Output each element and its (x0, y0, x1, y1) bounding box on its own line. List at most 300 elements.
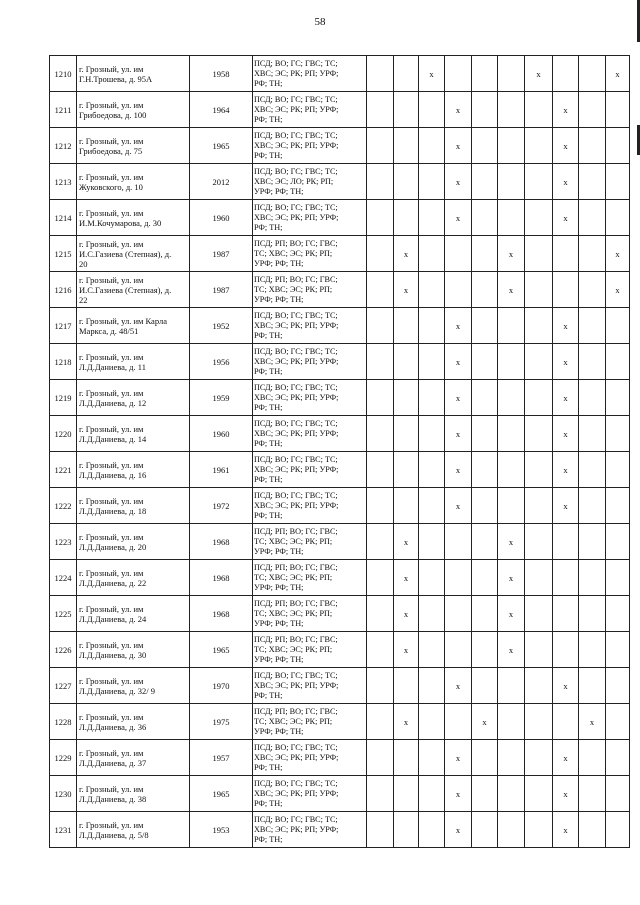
mark-cell-checked: x (553, 164, 579, 200)
build-year: 1952 (190, 308, 253, 344)
address-line: г. Грозный, ул. им (79, 711, 144, 722)
mark-cell (606, 524, 630, 560)
services-line: ПСД; РП; ВО; ГС; ГВС; (254, 562, 338, 572)
mark-cell (579, 128, 606, 164)
mark-cell (579, 380, 606, 416)
mark-cell (525, 308, 553, 344)
mark-cell (606, 164, 630, 200)
address-line: 22 (79, 294, 88, 305)
build-year: 2012 (190, 164, 253, 200)
services-line: ТС; ХВС; ЭС; РК; РП; (254, 644, 333, 654)
mark-cell (419, 776, 445, 812)
mark-cell (419, 92, 445, 128)
mark-cell (394, 740, 419, 776)
services-line: ПСД; ВО; ГС; ГВС; ТС; (254, 778, 338, 788)
services-line: ПСД; ВО; ГС; ГВС; ТС; (254, 94, 338, 104)
mark-cell (525, 632, 553, 668)
mark-cell (394, 344, 419, 380)
address-cell (77, 308, 190, 344)
mark-cell (445, 524, 472, 560)
mark-cell-checked: x (498, 272, 525, 308)
services-line: ТС; ХВС; ЭС; РК; РП; (254, 608, 333, 618)
services-line: ТС; ХВС; ЭС; РК; РП; (254, 284, 333, 294)
address-line: г. Грозный, ул. им (79, 135, 144, 146)
mark-cell-checked: x (579, 704, 606, 740)
services-line: ХВС; ЭС; РК; РП; УРФ; (254, 140, 339, 150)
services-line: ТС; ХВС; ЭС; РК; РП; (254, 716, 333, 726)
mark-cell (367, 272, 394, 308)
services-line: РФ; ТН; (254, 834, 283, 844)
build-year: 1975 (190, 704, 253, 740)
mark-cell (553, 272, 579, 308)
services-cell (253, 812, 367, 848)
row-number: 1213 (50, 164, 77, 200)
mark-cell (472, 524, 498, 560)
address-line: г. Грозный, ул. им (79, 351, 144, 362)
address-cell (77, 524, 190, 560)
row-number: 1229 (50, 740, 77, 776)
services-line: ПСД; ВО; ГС; ГВС; ТС; (254, 346, 338, 356)
table-row (50, 92, 630, 128)
services-line: ПСД; РП; ВО; ГС; ГВС; (254, 238, 338, 248)
address-line: г. Грозный, ул. им (79, 238, 144, 249)
services-cell (253, 596, 367, 632)
services-cell (253, 200, 367, 236)
address-cell (77, 128, 190, 164)
table-row (50, 344, 630, 380)
mark-cell (579, 452, 606, 488)
services-cell (253, 632, 367, 668)
services-line: ХВС; ЭС; РК; РП; УРФ; (254, 104, 339, 114)
mark-cell (367, 668, 394, 704)
mark-cell-checked: x (445, 308, 472, 344)
mark-cell (472, 596, 498, 632)
mark-cell (394, 128, 419, 164)
mark-cell (553, 236, 579, 272)
address-cell (77, 164, 190, 200)
table-row (50, 56, 630, 92)
address-line: Г.Н.Трошева, д. 95А (79, 73, 153, 84)
mark-cell (472, 632, 498, 668)
address-cell (77, 632, 190, 668)
services-line: РФ; ТН; (254, 798, 283, 808)
mark-cell (419, 308, 445, 344)
mark-cell (394, 200, 419, 236)
mark-cell-checked: x (445, 416, 472, 452)
build-year: 1968 (190, 596, 253, 632)
mark-cell (394, 164, 419, 200)
address-line: г. Грозный, ул. им (79, 459, 144, 470)
address-line: Л.Д.Даниева, д. 11 (79, 361, 146, 372)
table-row (50, 488, 630, 524)
services-cell (253, 524, 367, 560)
services-cell (253, 416, 367, 452)
address-line: Л.Д.Даниева, д. 14 (79, 433, 147, 444)
address-line: г. Грозный, ул. им (79, 603, 144, 614)
housing-registry-table (49, 55, 630, 848)
mark-cell-checked: x (445, 344, 472, 380)
mark-cell (579, 236, 606, 272)
mark-cell (553, 560, 579, 596)
mark-cell (445, 704, 472, 740)
mark-cell (606, 128, 630, 164)
mark-cell-checked: x (553, 812, 579, 848)
mark-cell (472, 56, 498, 92)
services-line: РФ; ТН; (254, 438, 283, 448)
row-number: 1225 (50, 596, 77, 632)
mark-cell (419, 344, 445, 380)
address-line: Л.Д.Даниева, д. 38 (79, 793, 147, 804)
services-cell (253, 380, 367, 416)
address-line: Грибоедова, д. 100 (79, 109, 147, 120)
mark-cell (419, 272, 445, 308)
row-number: 1228 (50, 704, 77, 740)
mark-cell (472, 668, 498, 704)
mark-cell (367, 56, 394, 92)
mark-cell (419, 704, 445, 740)
services-line: ТС; ХВС; ЭС; РК; РП; (254, 572, 333, 582)
services-line: ПСД; ВО; ГС; ГВС; ТС; (254, 166, 338, 176)
row-number: 1222 (50, 488, 77, 524)
mark-cell (606, 632, 630, 668)
mark-cell (367, 164, 394, 200)
address-line: г. Грозный, ул. им (79, 207, 144, 218)
mark-cell-checked: x (553, 740, 579, 776)
mark-cell (394, 92, 419, 128)
mark-cell (472, 236, 498, 272)
mark-cell-checked: x (498, 596, 525, 632)
mark-cell-checked: x (394, 704, 419, 740)
row-number: 1211 (50, 92, 77, 128)
build-year: 1987 (190, 236, 253, 272)
services-line: ПСД; ВО; ГС; ГВС; ТС; (254, 490, 338, 500)
address-line: Л.Д.Даниева, д. 20 (79, 541, 147, 552)
mark-cell (525, 380, 553, 416)
mark-cell (419, 236, 445, 272)
mark-cell (525, 452, 553, 488)
mark-cell (367, 452, 394, 488)
mark-cell (498, 704, 525, 740)
mark-cell (394, 668, 419, 704)
mark-cell (525, 524, 553, 560)
address-cell (77, 596, 190, 632)
mark-cell-checked: x (472, 704, 498, 740)
address-line: г. Грозный, ул. им (79, 63, 144, 74)
mark-cell (472, 452, 498, 488)
mark-cell (394, 488, 419, 524)
mark-cell (498, 56, 525, 92)
services-line: ПСД; ВО; ГС; ГВС; ТС; (254, 130, 338, 140)
mark-cell (419, 740, 445, 776)
services-line: ХВС; ЭС; РК; РП; УРФ; (254, 464, 339, 474)
mark-cell (525, 812, 553, 848)
address-line: г. Грозный, ул. им (79, 387, 144, 398)
address-cell (77, 452, 190, 488)
services-line: ПСД; ВО; ГС; ГВС; ТС; (254, 418, 338, 428)
mark-cell (606, 452, 630, 488)
mark-cell (606, 308, 630, 344)
mark-cell (525, 596, 553, 632)
services-cell (253, 488, 367, 524)
services-line: ХВС; ЭС; РК; РП; УРФ; (254, 320, 339, 330)
build-year: 1965 (190, 632, 253, 668)
table-row (50, 272, 630, 308)
mark-cell (498, 812, 525, 848)
mark-cell (525, 92, 553, 128)
services-line: ПСД; РП; ВО; ГС; ГВС; (254, 526, 338, 536)
mark-cell (367, 236, 394, 272)
services-line: РФ; ТН; (254, 222, 283, 232)
mark-cell (498, 776, 525, 812)
address-cell (77, 560, 190, 596)
mark-cell (367, 380, 394, 416)
services-line: ПСД; ВО; ГС; ГВС; ТС; (254, 670, 338, 680)
build-year: 1961 (190, 452, 253, 488)
services-line: РФ; ТН; (254, 114, 283, 124)
mark-cell (367, 92, 394, 128)
row-number: 1226 (50, 632, 77, 668)
mark-cell (498, 740, 525, 776)
services-cell (253, 308, 367, 344)
services-cell (253, 776, 367, 812)
services-cell (253, 92, 367, 128)
services-line: РФ; ТН; (254, 762, 283, 772)
address-line: Л.Д.Даниева, д. 32/ 9 (79, 685, 155, 696)
mark-cell (606, 812, 630, 848)
mark-cell-checked: x (498, 560, 525, 596)
address-cell (77, 668, 190, 704)
build-year: 1965 (190, 776, 253, 812)
services-line: УРФ; РФ; ТН; (254, 258, 304, 268)
mark-cell-checked: x (445, 740, 472, 776)
mark-cell (394, 416, 419, 452)
address-line: г. Грозный, ул. им (79, 423, 144, 434)
mark-cell-checked: x (553, 452, 579, 488)
mark-cell (472, 740, 498, 776)
mark-cell (419, 632, 445, 668)
mark-cell (579, 164, 606, 200)
mark-cell (367, 128, 394, 164)
address-line: 20 (79, 258, 88, 269)
services-line: УРФ; РФ; ТН; (254, 294, 304, 304)
table-row (50, 200, 630, 236)
mark-cell (445, 236, 472, 272)
services-line: РФ; ТН; (254, 402, 283, 412)
mark-cell (498, 452, 525, 488)
mark-cell-checked: x (394, 596, 419, 632)
mark-cell (367, 740, 394, 776)
mark-cell (553, 596, 579, 632)
mark-cell (606, 416, 630, 452)
mark-cell (606, 380, 630, 416)
mark-cell (579, 632, 606, 668)
services-line: ПСД; РП; ВО; ГС; ГВС; (254, 274, 338, 284)
address-cell (77, 812, 190, 848)
mark-cell-checked: x (445, 488, 472, 524)
address-cell (77, 704, 190, 740)
services-cell (253, 164, 367, 200)
services-line: УРФ; РФ; ТН; (254, 726, 304, 736)
mark-cell-checked: x (445, 812, 472, 848)
services-line: ХВС; ЭС; РК; РП; УРФ; (254, 788, 339, 798)
mark-cell (419, 524, 445, 560)
page-number: 58 (314, 16, 326, 28)
mark-cell (606, 92, 630, 128)
address-line: И.С.Газиева (Степная), д. (79, 284, 172, 295)
mark-cell (472, 344, 498, 380)
services-line: РФ; ТН; (254, 150, 283, 160)
services-line: ХВС; ЭС; РК; РП; УРФ; (254, 752, 339, 762)
mark-cell (525, 740, 553, 776)
mark-cell (525, 128, 553, 164)
build-year: 1972 (190, 488, 253, 524)
mark-cell (472, 164, 498, 200)
table-row (50, 776, 630, 812)
table-row (50, 416, 630, 452)
mark-cell (606, 668, 630, 704)
row-number: 1210 (50, 56, 77, 92)
mark-cell (525, 776, 553, 812)
mark-cell-checked: x (553, 128, 579, 164)
services-line: РФ; ТН; (254, 330, 283, 340)
mark-cell (419, 416, 445, 452)
address-cell (77, 488, 190, 524)
services-line: ХВС; ЭС; РК; РП; УРФ; (254, 824, 339, 834)
row-number: 1212 (50, 128, 77, 164)
mark-cell (472, 128, 498, 164)
mark-cell-checked: x (394, 632, 419, 668)
row-number: 1230 (50, 776, 77, 812)
mark-cell-checked: x (553, 668, 579, 704)
mark-cell (472, 776, 498, 812)
address-line: Л.Д.Даниева, д. 30 (79, 649, 147, 660)
mark-cell (472, 416, 498, 452)
services-line: УРФ; РФ; ТН; (254, 546, 304, 556)
table-row (50, 524, 630, 560)
address-line: г. Грозный, ул. им Карла (79, 315, 167, 326)
table-row (50, 668, 630, 704)
mark-cell (367, 812, 394, 848)
services-line: ХВС; ЭС; РК; РП; УРФ; (254, 500, 339, 510)
mark-cell (419, 596, 445, 632)
mark-cell (498, 416, 525, 452)
services-cell (253, 128, 367, 164)
services-line: УРФ; РФ; ТН; (254, 582, 304, 592)
mark-cell (367, 344, 394, 380)
services-line: ПСД; РП; ВО; ГС; ГВС; (254, 634, 338, 644)
mark-cell (579, 812, 606, 848)
mark-cell (525, 344, 553, 380)
row-number: 1227 (50, 668, 77, 704)
mark-cell (419, 668, 445, 704)
row-number: 1215 (50, 236, 77, 272)
mark-cell (394, 380, 419, 416)
address-line: И.М.Кочумарова, д. 30 (79, 217, 162, 228)
mark-cell (606, 596, 630, 632)
build-year: 1960 (190, 200, 253, 236)
mark-cell (525, 200, 553, 236)
mark-cell (525, 668, 553, 704)
services-line: ТС; ХВС; ЭС; РК; РП; (254, 248, 333, 258)
address-line: Л.Д.Даниева, д. 37 (79, 757, 147, 768)
build-year: 1987 (190, 272, 253, 308)
mark-cell (472, 488, 498, 524)
mark-cell (445, 632, 472, 668)
mark-cell (525, 164, 553, 200)
services-line: РФ; ТН; (254, 78, 283, 88)
mark-cell-checked: x (553, 200, 579, 236)
mark-cell (472, 812, 498, 848)
services-line: ПСД; РП; ВО; ГС; ГВС; (254, 706, 338, 716)
mark-cell (579, 200, 606, 236)
table-row (50, 128, 630, 164)
mark-cell (525, 488, 553, 524)
mark-cell (367, 308, 394, 344)
mark-cell (472, 560, 498, 596)
table-row (50, 812, 630, 848)
mark-cell (525, 272, 553, 308)
mark-cell (419, 488, 445, 524)
address-line: И.С.Газиева (Степная), д. (79, 248, 172, 259)
address-line: г. Грозный, ул. им (79, 783, 144, 794)
row-number: 1219 (50, 380, 77, 416)
mark-cell (606, 344, 630, 380)
services-cell (253, 560, 367, 596)
table-row (50, 704, 630, 740)
mark-cell (367, 524, 394, 560)
address-cell (77, 272, 190, 308)
mark-cell (367, 416, 394, 452)
mark-cell (445, 596, 472, 632)
address-cell (77, 380, 190, 416)
mark-cell-checked: x (498, 632, 525, 668)
mark-cell (579, 560, 606, 596)
mark-cell (498, 164, 525, 200)
services-cell (253, 452, 367, 488)
mark-cell (498, 668, 525, 704)
address-line: Маркса, д. 48/51 (79, 325, 139, 336)
mark-cell (525, 704, 553, 740)
address-line: г. Грозный, ул. им (79, 675, 144, 686)
services-line: ПСД; ВО; ГС; ГВС; ТС; (254, 814, 338, 824)
mark-cell (579, 416, 606, 452)
mark-cell (579, 272, 606, 308)
mark-cell (367, 704, 394, 740)
build-year: 1968 (190, 560, 253, 596)
services-line: ПСД; ВО; ГС; ГВС; ТС; (254, 310, 338, 320)
row-number: 1223 (50, 524, 77, 560)
mark-cell (498, 200, 525, 236)
services-cell (253, 740, 367, 776)
mark-cell-checked: x (553, 416, 579, 452)
services-cell (253, 272, 367, 308)
address-cell (77, 416, 190, 452)
mark-cell (472, 92, 498, 128)
services-line: РФ; ТН; (254, 690, 283, 700)
mark-cell-checked: x (445, 380, 472, 416)
mark-cell (367, 776, 394, 812)
mark-cell-checked: x (394, 272, 419, 308)
mark-cell (553, 632, 579, 668)
row-number: 1221 (50, 452, 77, 488)
mark-cell-checked: x (498, 236, 525, 272)
services-line: УРФ; РФ; ТН; (254, 654, 304, 664)
table-row (50, 596, 630, 632)
table-row (50, 164, 630, 200)
services-cell (253, 236, 367, 272)
address-cell (77, 56, 190, 92)
table-row (50, 380, 630, 416)
